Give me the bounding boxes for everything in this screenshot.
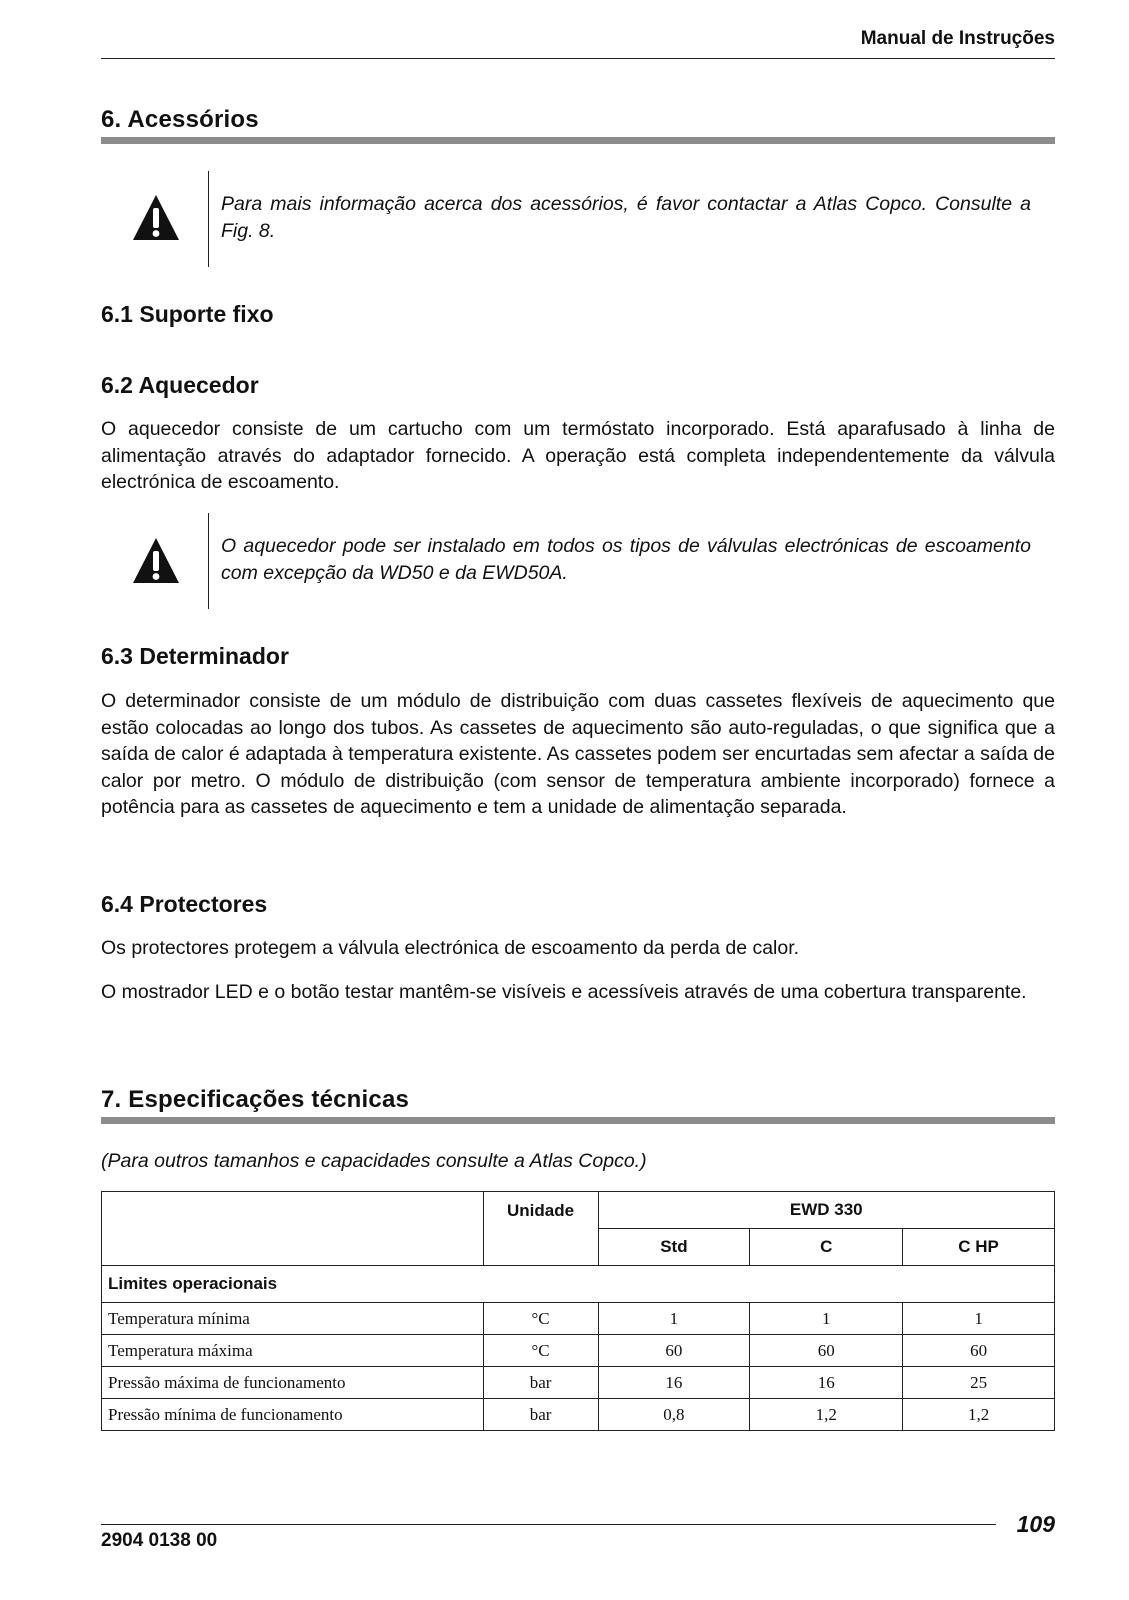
section-7-heading: 7. Especificações técnicas xyxy=(101,1086,410,1113)
spec-table xyxy=(101,1191,1055,1431)
warning-triangle-icon xyxy=(131,536,181,586)
row-value-chp: 1 xyxy=(903,1303,1055,1335)
row-unit: °C xyxy=(483,1335,598,1367)
table-row xyxy=(102,1303,1055,1335)
table-row xyxy=(102,1335,1055,1367)
row-value-chp: 25 xyxy=(903,1367,1055,1399)
header-unit: Unidade xyxy=(483,1192,598,1266)
section-7-bar xyxy=(101,1117,1055,1124)
section-6-bar xyxy=(101,137,1055,144)
page-number: 109 xyxy=(1016,1511,1055,1537)
note-text: O aquecedor pode ser instalado em todos os tipos de válvulas electrónicas de escoamento com excepção da WD50 e da EWD50A. xyxy=(221,535,1031,584)
group-label: Limites operacionais xyxy=(102,1266,1055,1303)
row-label: Pressão mínima de funcionamento xyxy=(102,1399,484,1431)
row-unit: bar xyxy=(483,1399,598,1431)
row-value-c: 60 xyxy=(750,1335,903,1367)
warning-triangle-icon xyxy=(131,193,181,243)
row-value-std: 1 xyxy=(598,1303,750,1335)
footer-rule xyxy=(101,1524,996,1525)
row-value-chp: 60 xyxy=(903,1335,1055,1367)
header-rule xyxy=(101,58,1055,59)
row-value-std: 16 xyxy=(598,1367,750,1399)
running-header: Manual de Instruções xyxy=(860,28,1055,49)
document-number: 2904 0138 00 xyxy=(101,1530,218,1551)
row-value-chp: 1,2 xyxy=(903,1399,1055,1431)
table-row xyxy=(102,1367,1055,1399)
note-text: Para mais informação acerca dos acessórios, é favor contactar a Atlas Copco. Consulte a Fig. 8. xyxy=(221,193,1031,242)
row-value-c: 1 xyxy=(750,1303,903,1335)
row-value-c: 1,2 xyxy=(750,1399,903,1431)
row-value-std: 60 xyxy=(598,1335,750,1367)
row-unit: °C xyxy=(483,1303,598,1335)
note-accessories xyxy=(101,171,1055,267)
header-model: EWD 330 xyxy=(598,1192,1054,1229)
subsection-6-1-heading: 6.1 Suporte fixo xyxy=(101,301,274,327)
row-value-std: 0,8 xyxy=(598,1399,750,1431)
table-group-row xyxy=(102,1266,1055,1303)
note-divider xyxy=(208,513,209,609)
protectors-paragraph-1: Os protectores protegem a válvula electrónica de escoamento da perda de calor. xyxy=(101,937,800,959)
header-variant-std: Std xyxy=(598,1229,750,1266)
subsection-6-2-heading: 6.2 Aquecedor xyxy=(101,372,259,398)
row-unit: bar xyxy=(483,1367,598,1399)
table-header-row xyxy=(102,1192,1055,1229)
subsection-6-3-heading: 6.3 Determinador xyxy=(101,643,289,669)
table-row xyxy=(102,1399,1055,1431)
header-variant-c: C xyxy=(750,1229,903,1266)
note-divider xyxy=(208,171,209,267)
row-value-c: 16 xyxy=(750,1367,903,1399)
determinator-paragraph: O determinador consiste de um módulo de distribuição com duas cassetes flexíveis de aquecimento que estão colocadas ao longo dos tubos. As cassetes de aquecimento são auto-reguladas, o que significa que a saída de calor é adaptada à temperatura existente. As cassetes podem ser encurtadas sem afectar a saída de calor por metro. O módulo de distribuição (com sensor de temperatura ambiente incorporado) fornece a potência para as cassetes de aquecimento e tem a unidade de alimentação separada. xyxy=(101,690,1055,818)
header-variant-chp: C HP xyxy=(903,1229,1055,1266)
row-label: Pressão máxima de funcionamento xyxy=(102,1367,484,1399)
protectors-paragraph-2: O mostrador LED e o botão testar mantêm-se visíveis e acessíveis através de uma cobertura transparente. xyxy=(101,981,1027,1003)
table-header-empty xyxy=(102,1192,484,1266)
heater-paragraph: O aquecedor consiste de um cartucho com um termóstato incorporado. Está aparafusado à linha de alimentação através do adaptador fornecido. A operação está completa independentemente da válvula electrónica de escoamento. xyxy=(101,418,1055,493)
spec-note: (Para outros tamanhos e capacidades consulte a Atlas Copco.) xyxy=(101,1150,647,1172)
subsection-6-4-heading: 6.4 Protectores xyxy=(101,891,268,917)
row-label: Temperatura mínima xyxy=(102,1303,484,1335)
row-label: Temperatura máxima xyxy=(102,1335,484,1367)
section-6-heading: 6. Acessórios xyxy=(101,106,259,133)
note-heater xyxy=(101,513,1055,609)
